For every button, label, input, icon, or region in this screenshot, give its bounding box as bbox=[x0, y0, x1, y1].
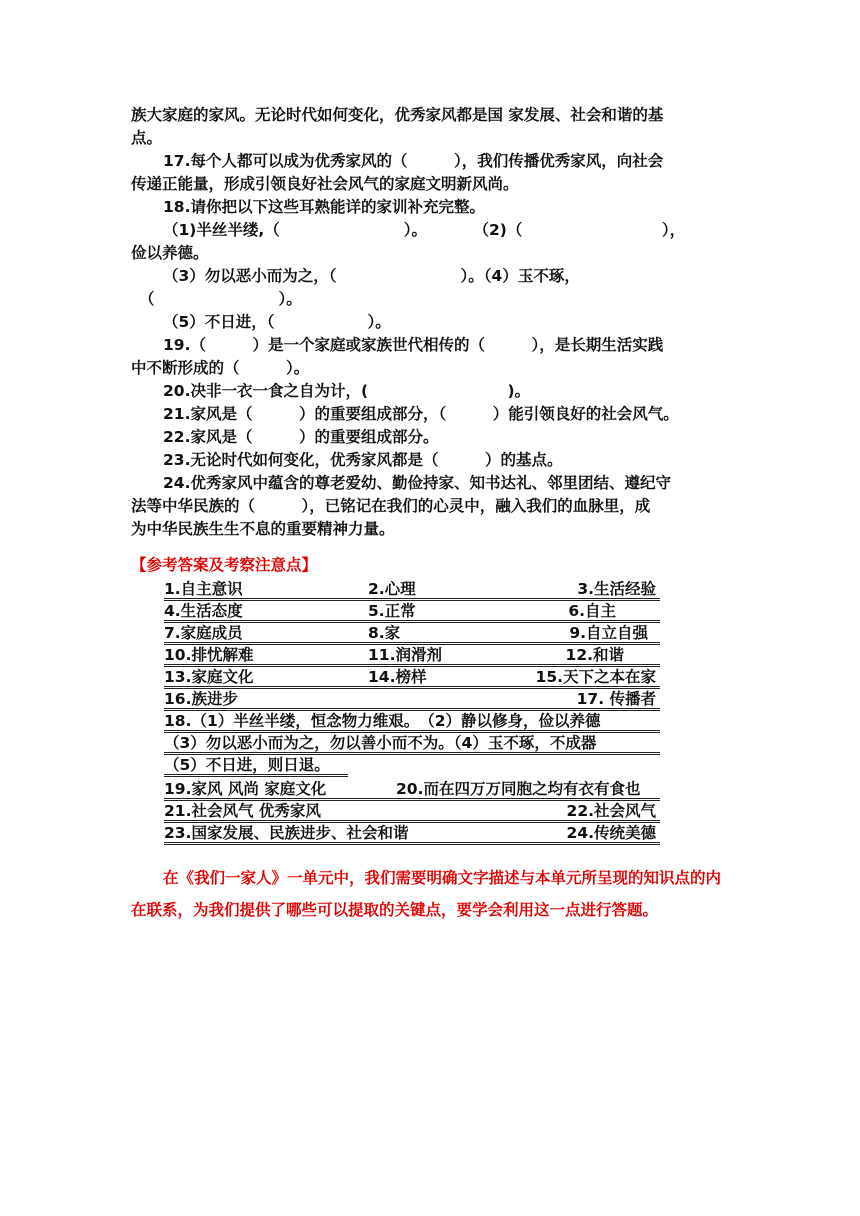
question-18: 18.请你把以下这些耳熟能详的家训补充完整。 bbox=[163, 198, 485, 216]
answer-cell: 19.家风 风尚 家庭文化 bbox=[164, 780, 327, 798]
answer-cell: 5.正常 bbox=[368, 602, 416, 620]
answer-cell: 17. 传播者 bbox=[576, 690, 656, 708]
question-18-item-2-cont: 俭以养德。 bbox=[131, 244, 209, 262]
text-line-1: 族大家庭的家风。无论时代如何变化，优秀家风都是国 家发展、社会和谐的基 bbox=[131, 106, 664, 124]
answer-row bbox=[164, 752, 348, 777]
question-24-cont-2: 为中华民族生生不息的重要精神力量。 bbox=[131, 520, 395, 538]
answer-cell: 8.家 bbox=[368, 624, 401, 642]
answer-cell: 16.族进步 bbox=[164, 690, 238, 708]
answer-cell: 12.和谐 bbox=[565, 646, 624, 664]
question-18-item-4-cont: （ ）。 bbox=[139, 290, 302, 308]
question-22: 22.家风是（ ）的重要组成部分。 bbox=[163, 428, 439, 446]
question-24-cont-1: 法等中华民族的（ ），已铭记在我们的心灵中，融入我们的血脉里，成 bbox=[131, 497, 651, 515]
question-24: 24.优秀家风中蕴含的尊老爱幼、勤俭持家、知书达礼、邻里团结、遵纪守 bbox=[163, 474, 671, 492]
answer-cell: 23.国家发展、民族进步、社会和谐 bbox=[164, 824, 409, 842]
answer-cell: 10.排忧解难 bbox=[164, 646, 254, 664]
question-23: 23.无论时代如何变化，优秀家风都是（ ）的基点。 bbox=[163, 451, 563, 469]
question-19-cont: 中不断形成的（ ）。 bbox=[131, 359, 310, 377]
answer-cell: 2.心理 bbox=[368, 580, 416, 598]
answer-cell: 22.社会风气 bbox=[566, 802, 656, 820]
answer-row bbox=[164, 820, 660, 845]
answer-cell: （5）不日进，则日退。 bbox=[164, 756, 330, 774]
text-line-2: 点。 bbox=[131, 129, 163, 147]
answer-cell: 3.生活经验 bbox=[577, 580, 656, 598]
answer-cell: 1.自主意识 bbox=[164, 580, 243, 598]
answer-cell: 21.社会风气 优秀家风 bbox=[164, 802, 321, 820]
answer-cell: 7.家庭成员 bbox=[164, 624, 243, 642]
question-19: 19.（ ）是一个家庭或家族世代相传的（ ），是长期生活实践 bbox=[163, 336, 664, 354]
answers-title: 【参考答案及考察注意点】 bbox=[131, 556, 318, 574]
question-18-item-1-2: （1)半丝半缕,（ ）。 （2)（ ）， bbox=[163, 221, 686, 239]
answer-cell: 15.天下之本在家 bbox=[535, 668, 656, 686]
answer-cell: 14.榜样 bbox=[368, 668, 427, 686]
question-20: 20.决非一衣一食之自为计，( )。 bbox=[163, 382, 531, 400]
teacher-note: 在《我们一家人》一单元中，我们需要明确文字描述与本单元所呈现的知识点的内在联系，为我们提供了哪些可以提取的关键点，要学会利用这一点进行答题。 bbox=[131, 869, 722, 919]
question-18-item-3-4: （3）勿以恶小而为之，（ ）。（4）玉不琢， bbox=[163, 267, 580, 285]
answer-cell: 18.（1）半丝半缕，恒念物力维艰。 （2）静以修身，俭以养德 bbox=[164, 712, 601, 730]
answer-cell: 24.传统美德 bbox=[566, 824, 656, 842]
answer-cell: 6.自主 bbox=[568, 602, 616, 620]
answer-cell: （3）勿以恶小而为之，勿以善小而不为。（4）玉不琢，不成器 bbox=[164, 734, 597, 752]
answer-cell: 13.家庭文化 bbox=[164, 668, 254, 686]
answer-cell: 11.润滑剂 bbox=[368, 646, 442, 664]
answer-cell: 4.生活态度 bbox=[164, 602, 243, 620]
question-17: 17.每个人都可以成为优秀家风的（ ），我们传播优秀家风，向社会 bbox=[163, 152, 664, 170]
answer-cell: 20.而在四万万同胞之均有衣有食也 bbox=[396, 780, 641, 798]
question-17-cont: 传递正能量，形成引领良好社会风气的家庭文明新风尚。 bbox=[131, 175, 519, 193]
answer-cell: 9.自立自强 bbox=[569, 624, 648, 642]
question-21: 21.家风是（ ）的重要组成部分，（ ）能引领良好的社会风气。 bbox=[163, 405, 679, 423]
question-18-item-5: （5）不日进，（ ）。 bbox=[163, 313, 391, 331]
